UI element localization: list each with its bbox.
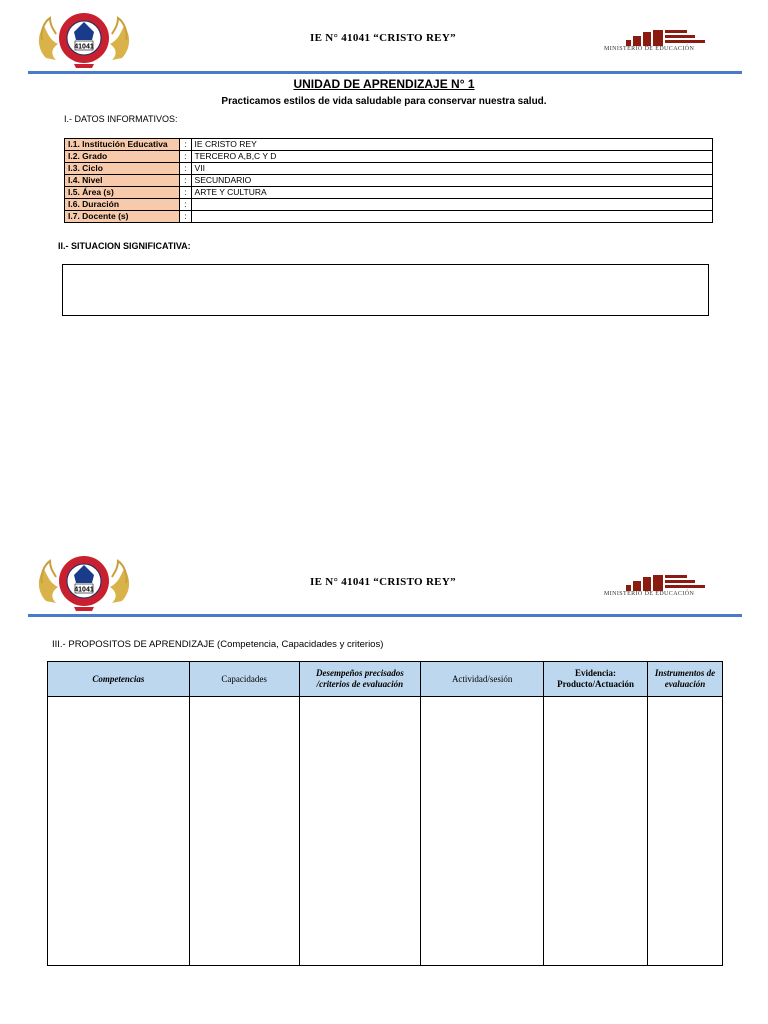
- info-value[interactable]: IE CRISTO REY: [191, 139, 712, 151]
- minedu-logo: [604, 28, 724, 54]
- propositos-table: [47, 661, 723, 966]
- col-header-capacidades: Capacidades: [189, 662, 299, 697]
- info-row: [65, 139, 713, 151]
- minedu-logo: [604, 573, 724, 599]
- minedu-bars-icon: [604, 28, 724, 46]
- info-row: [65, 187, 713, 199]
- header-divider: [28, 614, 742, 617]
- info-colon: :: [180, 187, 191, 199]
- cell-desempenos[interactable]: [299, 697, 421, 966]
- info-row: [65, 211, 713, 223]
- section-datos-informativos: I.- DATOS INFORMATIVOS:: [64, 114, 178, 124]
- unit-title: UNIDAD DE APRENDIZAJE N° 1: [293, 77, 475, 91]
- info-colon: :: [180, 139, 191, 151]
- info-value[interactable]: VII: [191, 163, 712, 175]
- info-label: I.4. Nivel: [65, 175, 180, 187]
- info-label: I.1. Institución Educativa: [65, 139, 180, 151]
- cell-instrumentos[interactable]: [648, 697, 723, 966]
- info-colon: :: [180, 211, 191, 223]
- school-crest-logo: [36, 10, 132, 68]
- school-name-header: IE N° 41041 “CRISTO REY”: [310, 32, 456, 44]
- info-colon: :: [180, 163, 191, 175]
- minedu-bars-icon: [604, 573, 724, 591]
- col-header-evidencia: Evidencia: Producto/Actuación: [544, 662, 648, 697]
- info-label: I.7. Docente (s): [65, 211, 180, 223]
- info-row: [65, 163, 713, 175]
- minedu-label: MINISTERIO DE EDUCACIÓN: [604, 46, 695, 52]
- unit-subtitle: Practicamos estilos de vida saludable para conservar nuestra salud.: [221, 96, 547, 107]
- table-row: [48, 697, 723, 966]
- page-1: [0, 0, 768, 330]
- col-header-instrumentos: Instrumentos de evaluación: [648, 662, 723, 697]
- school-crest-logo: [36, 553, 132, 611]
- info-value[interactable]: ARTE Y CULTURA: [191, 187, 712, 199]
- unit-subtitle-wrap: [0, 91, 768, 109]
- info-row: [65, 175, 713, 187]
- info-colon: :: [180, 199, 191, 211]
- header-divider: [28, 71, 742, 74]
- info-table: [64, 138, 713, 223]
- info-label: I.5. Área (s): [65, 187, 180, 199]
- minedu-label: MINISTERIO DE EDUCACIÓN: [604, 591, 695, 597]
- info-colon: :: [180, 151, 191, 163]
- cell-capacidades[interactable]: [189, 697, 299, 966]
- col-header-competencias: Competencias: [48, 662, 190, 697]
- section-situacion-significativa: II.- SITUACION SIGNIFICATIVA:: [58, 241, 191, 251]
- col-header-actividad: Actividad/sesión: [421, 662, 544, 697]
- page-2: [0, 545, 768, 975]
- situacion-significativa-box[interactable]: [62, 264, 709, 316]
- cell-competencias[interactable]: [48, 697, 190, 966]
- info-row: [65, 199, 713, 211]
- info-value[interactable]: [191, 199, 712, 211]
- crest-number-text: 41041: [74, 586, 94, 594]
- crest-number-text: 41041: [74, 43, 94, 51]
- col-header-desempenos: Desempeños precisados /criterios de evaluación: [299, 662, 421, 697]
- info-colon: :: [180, 175, 191, 187]
- info-value[interactable]: SECUNDARIO: [191, 175, 712, 187]
- section-propositos: III.- PROPOSITOS DE APRENDIZAJE (Competencia, Capacidades y criterios): [52, 639, 384, 650]
- info-row: [65, 151, 713, 163]
- cell-actividad[interactable]: [421, 697, 544, 966]
- info-value[interactable]: TERCERO A,B,C Y D: [191, 151, 712, 163]
- info-label: I.2. Grado: [65, 151, 180, 163]
- info-value[interactable]: [191, 211, 712, 223]
- info-label: I.6. Duración: [65, 199, 180, 211]
- school-name-header: IE N° 41041 “CRISTO REY”: [310, 576, 456, 588]
- cell-evidencia[interactable]: [544, 697, 648, 966]
- info-label: I.3. Ciclo: [65, 163, 180, 175]
